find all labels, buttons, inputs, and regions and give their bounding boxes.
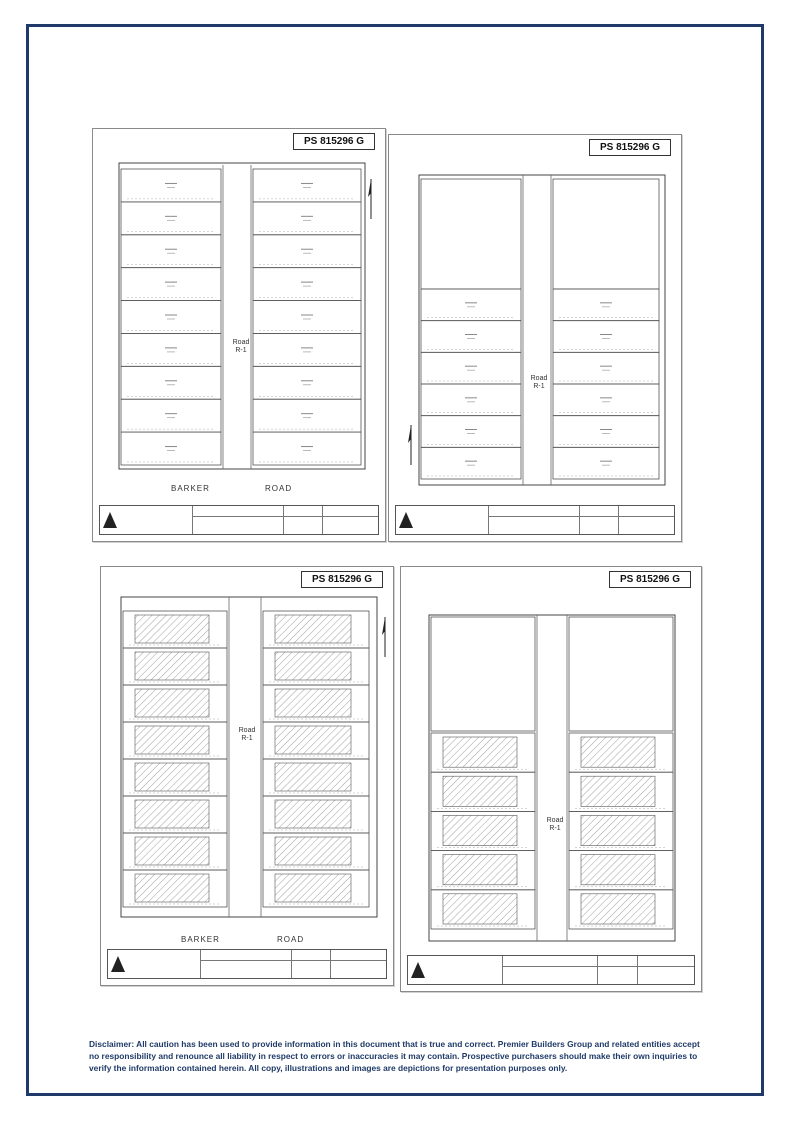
lot-boundary xyxy=(253,268,361,301)
plan-drawing-3 xyxy=(101,567,393,985)
plan-drawing-2 xyxy=(389,135,681,541)
lot-boundary xyxy=(253,366,361,399)
building-envelope xyxy=(135,800,209,828)
plan-number: PS 815296 G xyxy=(293,133,375,150)
building-envelope xyxy=(135,652,209,680)
lot-boundary xyxy=(253,399,361,432)
lot-boundary xyxy=(253,235,361,268)
title-block xyxy=(395,505,675,535)
lot-boundary xyxy=(553,384,659,416)
building-envelope xyxy=(275,837,351,865)
lot-boundary xyxy=(421,321,521,353)
parcel-boundary xyxy=(419,175,665,485)
lot-boundary xyxy=(121,399,221,432)
lot-boundary xyxy=(421,447,521,479)
lot-boundary xyxy=(121,235,221,268)
building-envelope xyxy=(443,815,517,845)
superlot-boundary xyxy=(553,179,659,289)
plan-sheet-1 xyxy=(92,128,386,542)
lot-boundary xyxy=(253,432,361,465)
building-envelope xyxy=(135,837,209,865)
street-name-1: BARKER xyxy=(171,484,210,493)
building-envelope xyxy=(581,776,655,806)
lot-boundary xyxy=(421,384,521,416)
lot-boundary xyxy=(121,301,221,334)
lot-boundary xyxy=(553,416,659,448)
lot-boundary xyxy=(253,301,361,334)
building-envelope xyxy=(443,855,517,885)
building-envelope xyxy=(275,874,351,902)
building-envelope xyxy=(443,894,517,924)
lot-boundary xyxy=(421,352,521,384)
road-label: Road R-1 xyxy=(546,817,564,832)
street-name-1: BARKER xyxy=(181,935,220,944)
building-envelope xyxy=(135,726,209,754)
superlot-boundary xyxy=(431,617,535,731)
lot-boundary xyxy=(553,352,659,384)
surveyor-logo-icon xyxy=(411,962,425,978)
building-envelope xyxy=(135,689,209,717)
street-name-2: ROAD xyxy=(277,935,305,944)
lot-boundary xyxy=(553,289,659,321)
lot-boundary xyxy=(421,289,521,321)
building-envelope xyxy=(581,855,655,885)
building-envelope xyxy=(443,776,517,806)
superlot-boundary xyxy=(421,179,521,289)
plan-sheet-2 xyxy=(388,134,682,542)
road-label: Road R-1 xyxy=(238,727,256,742)
building-envelope xyxy=(581,737,655,767)
building-envelope xyxy=(135,615,209,643)
lot-boundary xyxy=(121,333,221,366)
lot-boundary xyxy=(121,268,221,301)
lot-boundary xyxy=(121,169,221,202)
parcel-boundary xyxy=(119,163,365,469)
lot-boundary xyxy=(553,321,659,353)
plan-number: PS 815296 G xyxy=(589,139,671,156)
superlot-boundary xyxy=(569,617,673,731)
surveyor-logo-icon xyxy=(111,956,125,972)
disclaimer-text: Disclaimer: All caution has been used to provide information in this document that is true and correct. Premier Builders Group and related entities accept no responsibility and renounce all liability in respect to errors or inaccuracies it may contain. Prospective purchasers should make their own inquiries to verify the information contained herein. All copy, illustrations and images are depictions for presentation purposes only. xyxy=(89,1039,700,1073)
lot-boundary xyxy=(421,416,521,448)
road-label: Road R-1 xyxy=(530,375,548,390)
lot-boundary xyxy=(121,432,221,465)
lot-boundary xyxy=(253,333,361,366)
title-block xyxy=(407,955,695,985)
building-envelope xyxy=(275,763,351,791)
road-label: Road R-1 xyxy=(232,339,250,354)
building-envelope xyxy=(135,874,209,902)
building-envelope xyxy=(581,815,655,845)
plan-sheet-4 xyxy=(400,566,702,992)
lot-boundary xyxy=(121,366,221,399)
plan-drawing-4 xyxy=(401,567,701,991)
plan-number: PS 815296 G xyxy=(301,571,383,588)
surveyor-logo-icon xyxy=(103,512,117,528)
lot-boundary xyxy=(553,447,659,479)
plan-sheet-3 xyxy=(100,566,394,986)
lot-boundary xyxy=(253,169,361,202)
street-name-2: ROAD xyxy=(265,484,293,493)
title-block xyxy=(99,505,379,535)
building-envelope xyxy=(581,894,655,924)
building-envelope xyxy=(275,800,351,828)
title-block xyxy=(107,949,387,979)
building-envelope xyxy=(443,737,517,767)
building-envelope xyxy=(275,615,351,643)
plan-number: PS 815296 G xyxy=(609,571,691,588)
lot-boundary xyxy=(253,202,361,235)
plan-drawing-1 xyxy=(93,129,385,541)
lot-boundary xyxy=(121,202,221,235)
building-envelope xyxy=(135,763,209,791)
building-envelope xyxy=(275,726,351,754)
building-envelope xyxy=(275,689,351,717)
surveyor-logo-icon xyxy=(399,512,413,528)
building-envelope xyxy=(275,652,351,680)
